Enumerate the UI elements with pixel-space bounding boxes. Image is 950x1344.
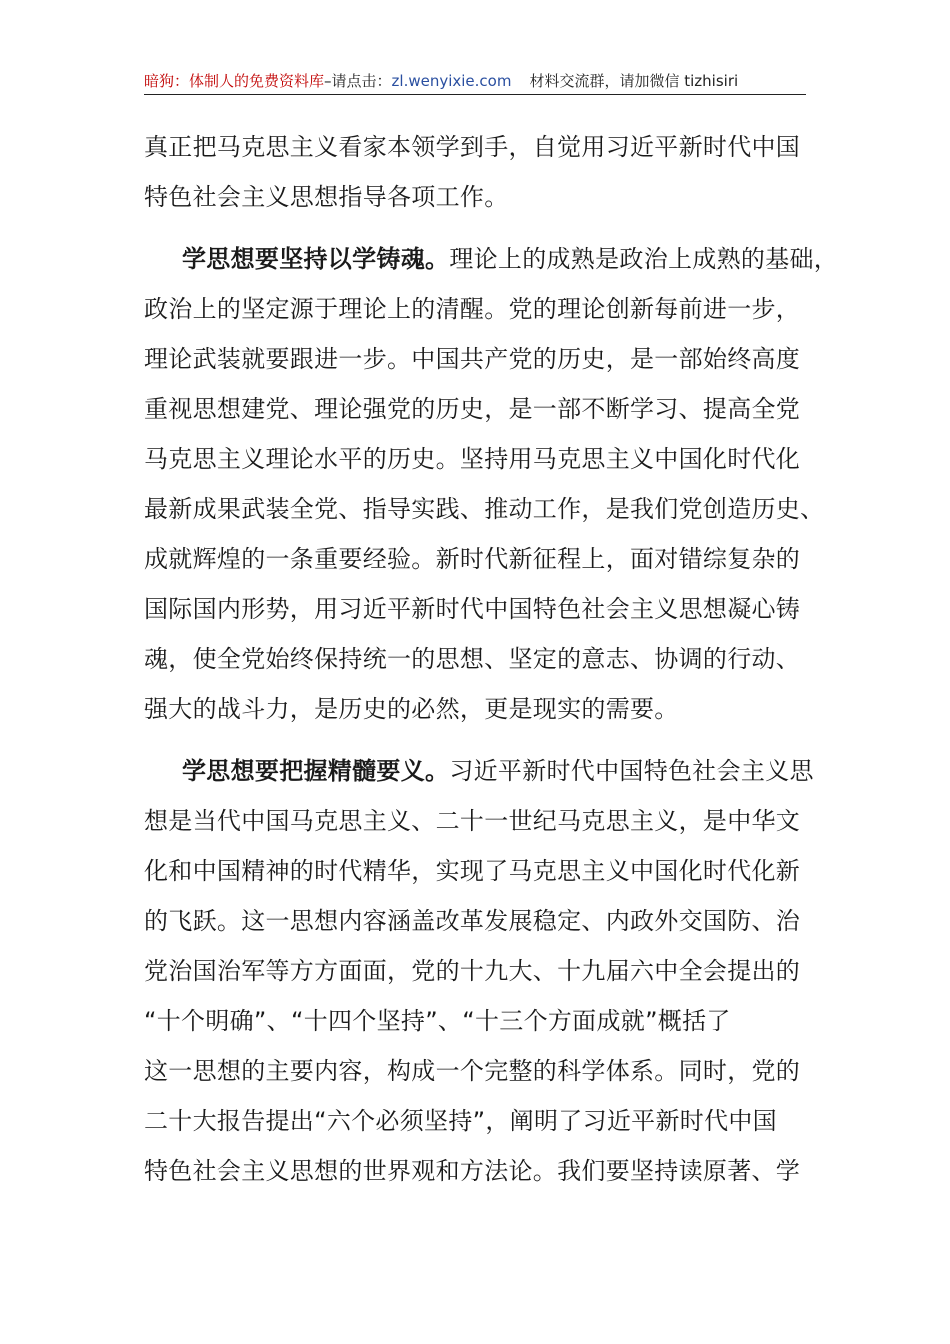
text-line: 马克思主义理论水平的历史。坚持用马克思主义中国化时代化 bbox=[144, 445, 801, 473]
text-line: 最新成果武装全党、指导实践、推动工作，是我们党创造历史、 bbox=[144, 495, 825, 523]
text-line: 学思想要坚持以学铸魂。理论上的成熟是政治上成熟的基础， bbox=[182, 245, 839, 273]
text-line: “十个明确”、“十四个坚持”、“十三个方面成就”概括了 bbox=[144, 1007, 731, 1035]
paragraph-heading: 学思想要把握精髓要义。 bbox=[182, 757, 450, 785]
text-line: 强大的战斗力，是历史的必然，更是现实的需要。 bbox=[144, 695, 679, 723]
text-line: 政治上的坚定源于理论上的清醒。党的理论创新每前进一步， bbox=[144, 295, 801, 323]
text-line: 国际国内形势，用习近平新时代中国特色社会主义思想凝心铸 bbox=[144, 595, 801, 623]
header-note: 材料交流群，请加微信 tizhisiri bbox=[529, 72, 739, 90]
header-prompt: –请点击： bbox=[324, 72, 392, 90]
text-line: 特色社会主义思想指导各项工作。 bbox=[144, 183, 509, 211]
text-line: 理论武装就要跟进一步。中国共产党的历史，是一部始终高度 bbox=[144, 345, 801, 373]
text-line: 学思想要把握精髓要义。习近平新时代中国特色社会主义思 bbox=[182, 757, 814, 785]
text-line: 的飞跃。这一思想内容涵盖改革发展稳定、内政外交国防、治 bbox=[144, 907, 801, 935]
paragraph-2 bbox=[144, 234, 839, 734]
header-brand: 暗狗：体制人的免费资料库 bbox=[144, 72, 325, 90]
text-line: 化和中国精神的时代精华，实现了马克思主义中国化时代化新 bbox=[144, 857, 801, 885]
text-line: 魂，使全党始终保持统一的思想、坚定的意志、协调的行动、 bbox=[144, 645, 801, 673]
text-line: 特色社会主义思想的世界观和方法论。我们要坚持读原著、学 bbox=[144, 1157, 801, 1185]
paragraph-heading: 学思想要坚持以学铸魂。 bbox=[182, 245, 450, 273]
paragraph-3 bbox=[144, 746, 814, 1196]
text-line: 真正把马克思主义看家本领学到手，自觉用习近平新时代中国 bbox=[144, 133, 801, 161]
text-line: 重视思想建党、理论强党的历史，是一部不断学习、提高全党 bbox=[144, 395, 801, 423]
text-line: 这一思想的主要内容，构成一个完整的科学体系。同时，党的 bbox=[144, 1057, 801, 1085]
document-body bbox=[144, 122, 839, 1196]
header-url-link[interactable]: zl.wenyixie.com bbox=[391, 72, 512, 90]
text-line: 想是当代中国马克思主义、二十一世纪马克思主义，是中华文 bbox=[144, 807, 801, 835]
page-header bbox=[144, 70, 806, 95]
text-line: 党治国治军等方方面面，党的十九大、十九届六中全会提出的 bbox=[144, 957, 801, 985]
paragraph-1 bbox=[144, 122, 806, 222]
text-line: 二十大报告提出“六个必须坚持”，阐明了习近平新时代中国 bbox=[144, 1107, 777, 1135]
text-line: 成就辉煌的一条重要经验。新时代新征程上，面对错综复杂的 bbox=[144, 545, 801, 573]
